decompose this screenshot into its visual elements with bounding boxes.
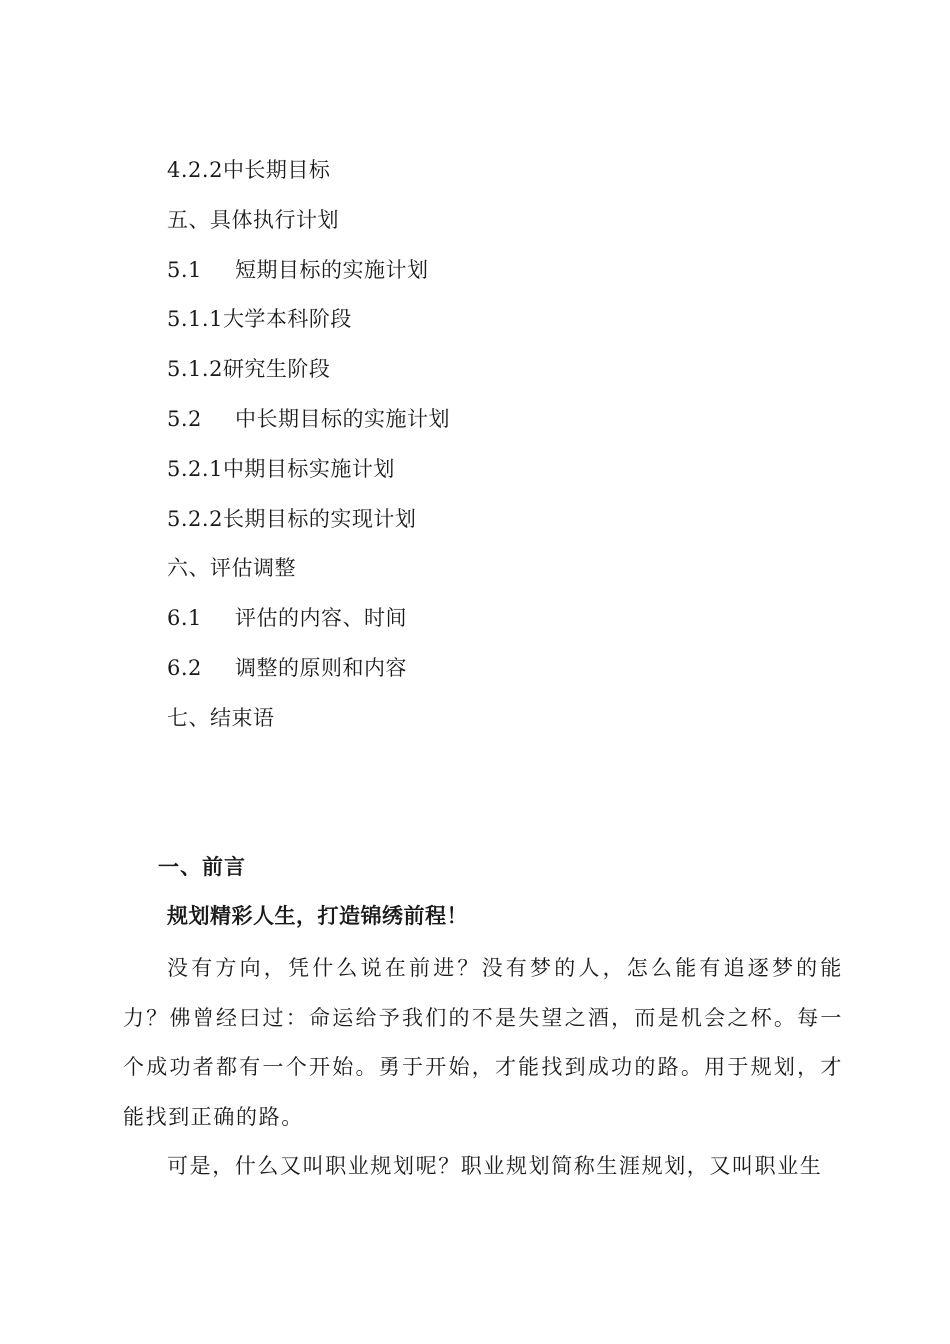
toc-item [167, 150, 450, 200]
toc-number: 5.2.2 [167, 506, 223, 531]
section-heading: 一、前言 [158, 854, 246, 879]
toc-number: 5.1.2 [167, 357, 223, 382]
body-paragraph: 可是，什么又叫职业规划呢？职业规划简称生涯规划，又叫职业生 [167, 1154, 823, 1178]
toc-item [167, 698, 450, 748]
toc-number: 4.2.2 [167, 158, 223, 182]
toc-number: 5.1.1 [167, 307, 223, 332]
toc-text: 大学本科阶段 [222, 307, 352, 332]
toc-number: 六、 [167, 556, 210, 581]
toc-text: 中长期目标 [222, 158, 331, 182]
toc-item [167, 449, 450, 499]
toc-text: 研究生阶段 [222, 357, 331, 382]
toc-text: 调整的原则和内容 [235, 655, 407, 680]
toc-text: 具体执行计划 [210, 207, 339, 232]
toc-item [167, 648, 450, 698]
toc-item [167, 598, 450, 648]
table-of-contents [167, 150, 450, 748]
toc-number: 5.2.1 [167, 456, 223, 481]
toc-text: 评估调整 [210, 556, 296, 581]
toc-text: 短期目标的实施计划 [235, 257, 429, 282]
toc-item [167, 200, 450, 250]
body-paragraph: 没有方向，凭什么说在前进？没有梦的人，怎么能有追逐梦的能力？佛曾经曰过：命运给予我们的不是失望之酒，而是机会之杯。每一个成功者都有一个开始。勇于开始，才能找到成功的路。用于规划，才能找到正确的路。 [123, 956, 843, 1129]
toc-item [167, 349, 450, 399]
toc-number: 七、 [167, 705, 210, 730]
toc-number: 6.2 [167, 655, 202, 680]
toc-text: 结束语 [210, 705, 275, 730]
toc-item [167, 399, 450, 449]
toc-item [167, 499, 450, 549]
toc-text: 中期目标实施计划 [222, 456, 395, 481]
toc-item [167, 299, 450, 349]
toc-text: 长期目标的实现计划 [222, 506, 417, 531]
toc-text: 评估的内容、时间 [235, 606, 407, 631]
toc-number: 5.1 [167, 257, 202, 282]
toc-number: 5.2 [167, 406, 202, 431]
toc-text: 中长期目标的实施计划 [235, 406, 450, 431]
toc-item [167, 250, 450, 300]
toc-number: 五、 [167, 207, 210, 232]
toc-number: 6.1 [167, 606, 202, 631]
section-subtitle: 规划精彩人生，打造锦绣前程！ [167, 903, 468, 928]
toc-item [167, 548, 450, 598]
